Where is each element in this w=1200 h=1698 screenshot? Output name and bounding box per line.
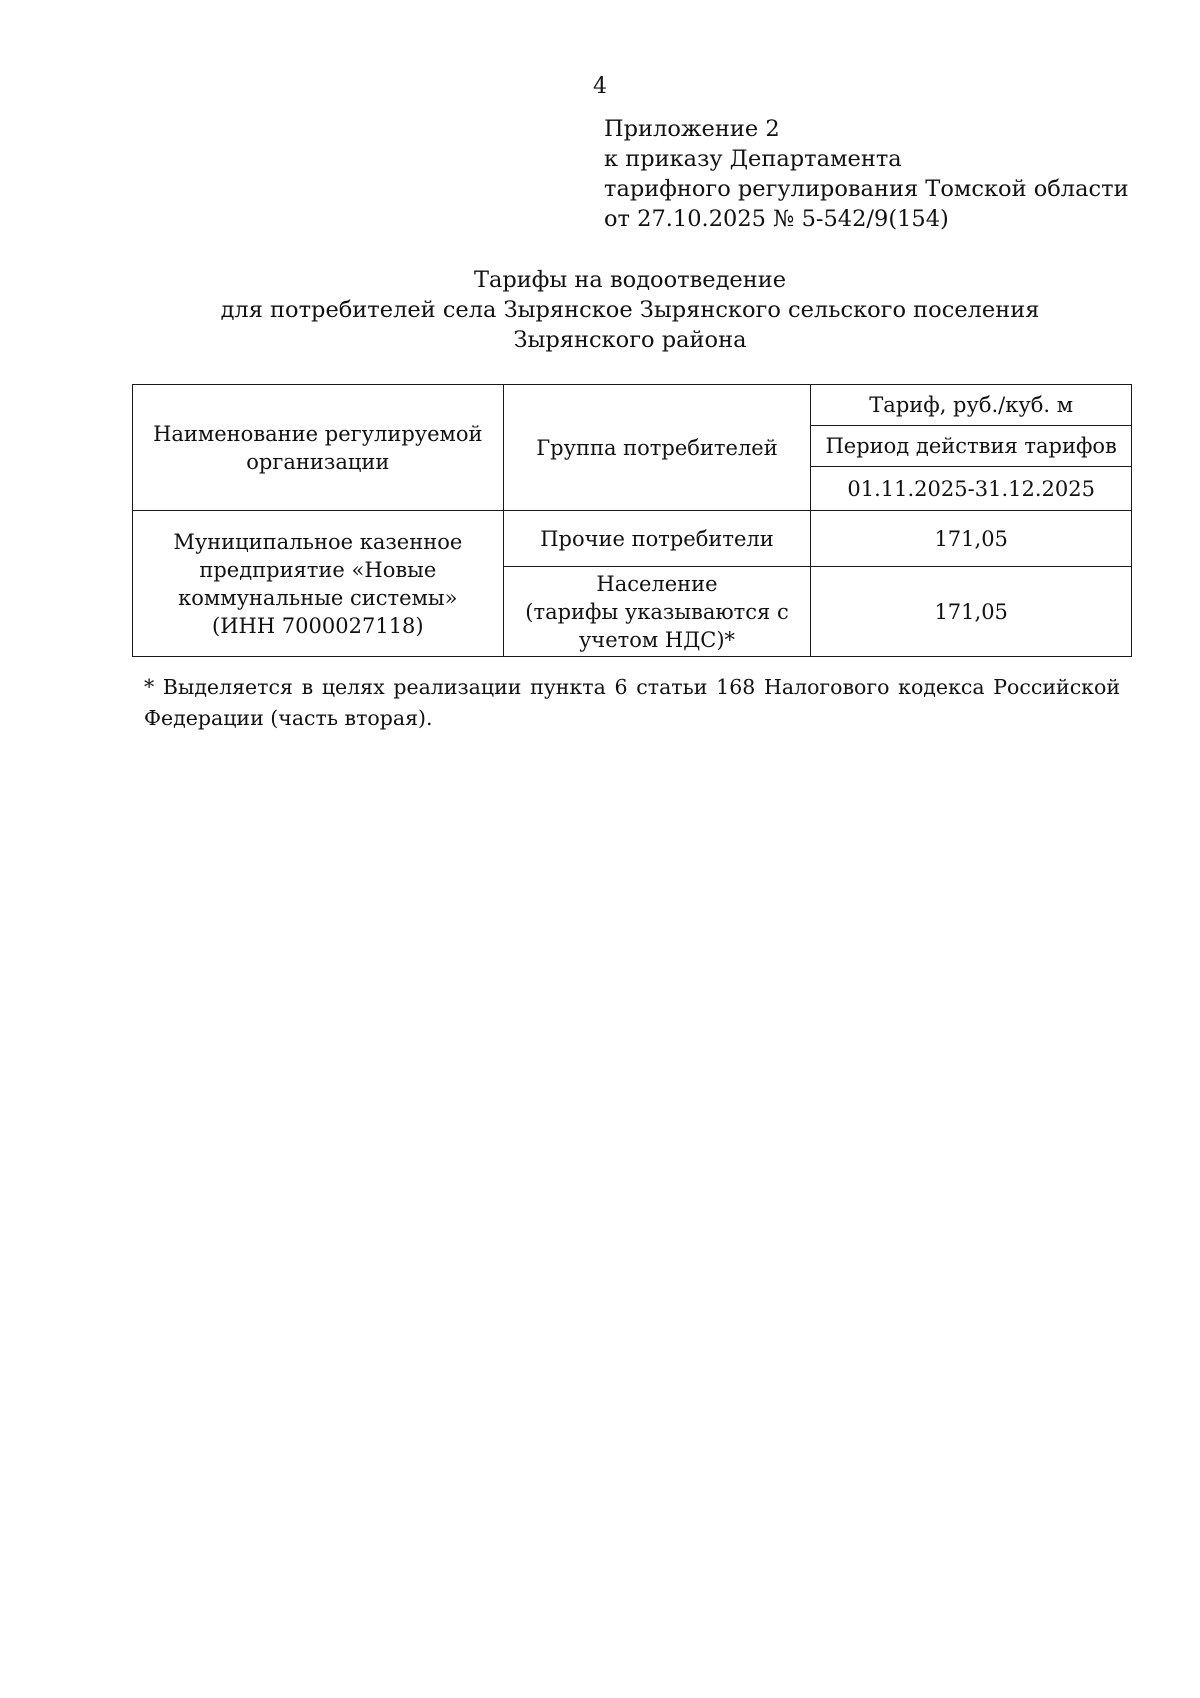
organization-line: предприятие «Новые <box>199 557 437 582</box>
appendix-line: тарифного регулирования Томской области <box>604 176 1129 202</box>
table-header-row <box>133 385 1132 426</box>
consumer-group-line: (тарифы указываются с <box>525 599 789 624</box>
organization-line: (ИНН 7000027118) <box>212 613 424 638</box>
consumer-group-cell <box>503 567 811 657</box>
title-line: для потребителей села Зырянское Зырянского сельского поселения <box>220 297 1040 323</box>
header-consumer-group: Группа потребителей <box>503 385 811 511</box>
appendix-line: к приказу Департамента <box>604 146 902 172</box>
page-number: 4 <box>593 74 607 99</box>
title-line: Тарифы на водоотведение <box>473 267 787 293</box>
tariff-table <box>132 384 1132 657</box>
header-period-label: Период действия тарифов <box>811 426 1132 467</box>
header-organization <box>133 385 504 511</box>
appendix-reference <box>604 114 1129 234</box>
consumer-group-line: учетом НДС)* <box>578 627 736 652</box>
organization-line: Муниципальное казенное <box>173 529 463 554</box>
title-line: Зырянского района <box>513 327 747 353</box>
document-title <box>0 265 1200 355</box>
header-organization-line: Наименование регулируемой <box>153 421 483 446</box>
consumer-group-line: Население <box>596 571 718 596</box>
header-period: 01.11.2025-31.12.2025 <box>811 467 1132 511</box>
header-organization-line: организации <box>246 449 390 474</box>
appendix-line: Приложение 2 <box>604 116 780 142</box>
consumer-group-cell: Прочие потребители <box>503 511 811 567</box>
appendix-line: от 27.10.2025 № 5-542/9(154) <box>604 206 949 232</box>
tariff-value-cell: 171,05 <box>811 567 1132 657</box>
footnote: * Выделяется в целях реализации пункта 6 статьи 168 Налогового кодекса Российской Федерации (часть вторая). <box>144 675 1120 730</box>
tariff-value-cell: 171,05 <box>811 511 1132 567</box>
organization-cell <box>133 511 504 657</box>
header-tariff: Тариф, руб./куб. м <box>811 385 1132 426</box>
table-row <box>133 511 1132 567</box>
organization-line: коммунальные системы» <box>178 585 458 610</box>
